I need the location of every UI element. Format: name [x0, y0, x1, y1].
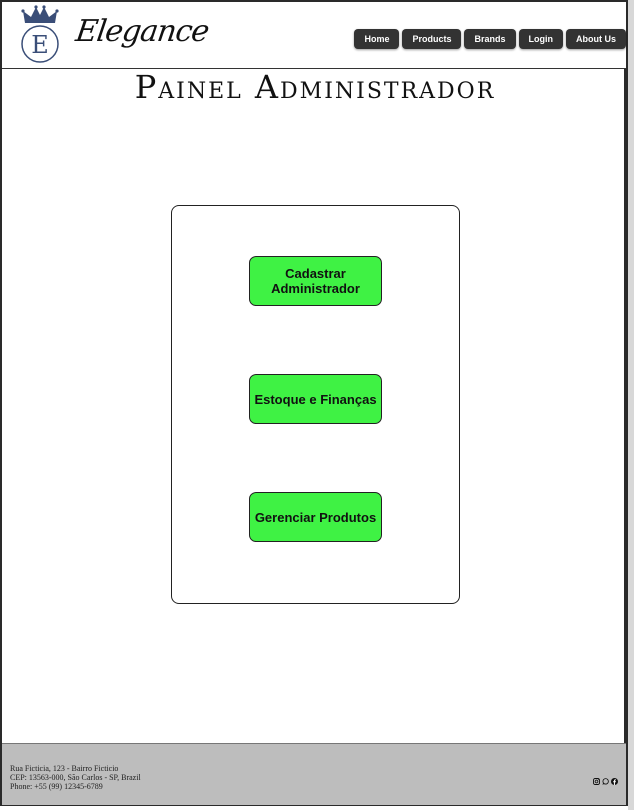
brand-name[interactable]: Elegance — [73, 14, 211, 49]
nav-products-button[interactable]: Products — [402, 29, 461, 49]
address-line-2: CEP: 13563-000, São Carlos - SP, Brazil — [10, 773, 141, 782]
nav-brands-button[interactable]: Brands — [464, 29, 515, 49]
nav-about-us-button[interactable]: About Us — [566, 29, 626, 49]
page-title: Painel Administrador — [134, 68, 496, 106]
window-scrollbar[interactable] — [628, 0, 634, 810]
facebook-icon[interactable] — [611, 772, 618, 779]
nav-home-button[interactable]: Home — [354, 29, 399, 49]
crown-icon — [16, 5, 64, 65]
instagram-icon[interactable] — [593, 772, 600, 779]
register-admin-label-line2: Administrador — [271, 281, 360, 296]
address-line-1: Rua Ficticia, 123 - Bairro Ficticio — [10, 764, 119, 773]
register-admin-button[interactable] — [249, 256, 382, 306]
admin-actions-panel — [171, 205, 460, 604]
logo-emblem[interactable] — [16, 5, 64, 65]
social-links — [593, 772, 618, 779]
whatsapp-icon[interactable] — [602, 772, 609, 779]
site-footer — [2, 743, 626, 805]
manage-products-button[interactable]: Gerenciar Produtos — [249, 492, 382, 542]
svg-text:E: E — [31, 31, 49, 59]
nav-login-button[interactable]: Login — [519, 29, 564, 49]
phone-line: Phone: +55 (99) 12345-6789 — [10, 782, 103, 791]
main-nav — [354, 29, 626, 49]
footer-address — [10, 764, 141, 791]
register-admin-label-line1: Cadastrar — [285, 266, 346, 281]
stock-finance-button[interactable]: Estoque e Finanças — [249, 374, 382, 424]
site-header — [2, 2, 626, 69]
